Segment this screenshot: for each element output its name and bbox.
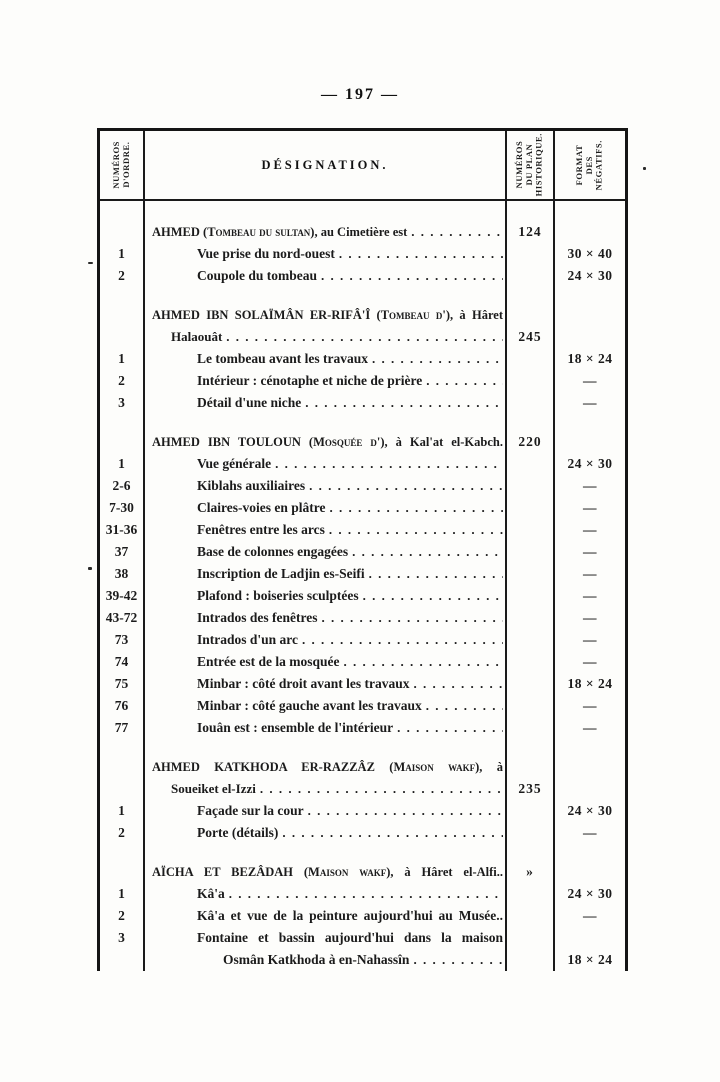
plan-number-cell [507, 541, 555, 563]
spacer-row [100, 844, 625, 861]
spacer-cell [555, 287, 625, 304]
plan-number-cell [507, 607, 555, 629]
spacer-cell [145, 287, 507, 304]
table-row [100, 243, 625, 265]
designation-text: Minbar : côté droit avant les travaux [197, 676, 410, 691]
format-cell: — [583, 373, 597, 388]
order-number-cell: 73 [100, 629, 145, 651]
designation-text: AHMED IBN SOLAÏMÂN ER-RIFÂ'Î (Tombeau d'), à Hâret [152, 308, 503, 322]
dot-leader [308, 800, 503, 822]
spacer-cell [507, 287, 555, 304]
dot-leader [411, 221, 503, 243]
designation-text: Porte (détails) [197, 825, 279, 840]
order-number-cell: 31-36 [100, 519, 145, 541]
page-number: — 197 — [321, 86, 399, 103]
dot-leader [226, 326, 503, 348]
designation-cell [145, 717, 507, 739]
dot-leader [352, 541, 503, 563]
designation-cell [145, 392, 507, 414]
designation-cell [145, 519, 507, 541]
dot-leader [305, 392, 503, 414]
designation-text: Intérieur : cénotaphe et niche de prière [197, 373, 423, 388]
table-row [100, 497, 625, 519]
order-number-cell: 76 [100, 695, 145, 717]
designation-cell [145, 756, 507, 778]
plan-number-cell [507, 392, 555, 414]
designation-text: Halaouât [171, 329, 223, 344]
designation-cell [145, 629, 507, 651]
designation-cell [145, 265, 507, 287]
order-number-cell: 3 [100, 927, 145, 949]
format-cell: — [583, 654, 597, 669]
table-row [100, 265, 625, 287]
format-cell [555, 756, 625, 778]
plan-number-cell [507, 243, 555, 265]
table-row [100, 563, 625, 585]
order-number-cell: 2 [100, 370, 145, 392]
table-row [100, 453, 625, 475]
order-number-cell [100, 221, 145, 243]
format-cell: 30 × 40 [567, 246, 613, 261]
spacer-cell [507, 414, 555, 431]
dot-leader [329, 519, 503, 541]
designation-text: AHMED KATKHODA ER-RAZZÂZ (Maison wakf), à [152, 760, 503, 774]
format-cell [555, 304, 625, 326]
dot-leader [413, 949, 503, 971]
format-cell: — [583, 522, 597, 537]
order-number-cell [100, 778, 145, 800]
designation-text: Inscription de Ladjin es-Seifi [197, 566, 365, 581]
designation-cell [145, 585, 507, 607]
designation-text: Minbar : côté gauche avant les travaux [197, 698, 422, 713]
table-row [100, 475, 625, 497]
format-cell: — [583, 478, 597, 493]
format-cell: — [583, 908, 597, 923]
designation-cell [145, 905, 507, 927]
spacer-cell [100, 287, 145, 304]
plan-number-cell: 124 [507, 221, 555, 243]
spacer-cell [555, 844, 625, 861]
format-cell [555, 431, 625, 453]
order-number-cell: 74 [100, 651, 145, 673]
dot-leader [322, 607, 504, 629]
format-cell: 18 × 24 [567, 952, 613, 967]
header-line: FORMAT [574, 144, 585, 186]
format-cell [555, 326, 625, 348]
designation-cell [145, 800, 507, 822]
table-row [100, 673, 625, 695]
table-row [100, 756, 625, 778]
table-row [100, 822, 625, 844]
table-row [100, 607, 625, 629]
plan-number-cell [507, 475, 555, 497]
designation-cell [145, 927, 507, 949]
spacer-cell [145, 414, 507, 431]
table-row [100, 629, 625, 651]
designation-cell [145, 883, 507, 905]
format-cell [555, 221, 625, 243]
format-cell: — [583, 610, 597, 625]
designation-text: Osmân Katkhoda à en-Nahassîn [223, 952, 410, 967]
designation-text: Base de colonnes engagées [197, 544, 349, 559]
scan-speck [643, 167, 646, 170]
dot-leader [397, 717, 503, 739]
format-cell: — [583, 698, 597, 713]
dot-leader [426, 370, 503, 392]
spacer-cell [555, 414, 625, 431]
designation-cell [145, 497, 507, 519]
spacer-cell [145, 739, 507, 756]
order-number-cell: 38 [100, 563, 145, 585]
designation-text: Iouân est : ensemble de l'intérieur [197, 720, 394, 735]
plan-number-cell [507, 519, 555, 541]
table-row [100, 304, 625, 326]
designation-text: Entrée est de la mosquée [197, 654, 340, 669]
table-row [100, 861, 625, 883]
order-number-cell [100, 326, 145, 348]
dot-leader [302, 629, 503, 651]
table-row [100, 326, 625, 348]
table-row [100, 927, 625, 949]
designation-text: Façade sur la cour [197, 803, 304, 818]
spacer-row [100, 414, 625, 431]
plan-number-cell [507, 756, 555, 778]
order-number-cell: 75 [100, 673, 145, 695]
header-line: HISTORIQUE. [533, 133, 544, 197]
format-cell: — [583, 720, 597, 735]
spacer-cell [145, 844, 507, 861]
plan-number-cell [507, 370, 555, 392]
plan-number-cell [507, 695, 555, 717]
format-cell: — [583, 500, 597, 515]
spacer-cell [555, 739, 625, 756]
plan-number-cell: 220 [507, 431, 555, 453]
order-number-cell: 3 [100, 392, 145, 414]
table-header-row [100, 131, 625, 201]
plan-number-cell [507, 673, 555, 695]
order-number-cell: 37 [100, 541, 145, 563]
spacer-row [100, 201, 625, 221]
plan-number-cell: » [507, 861, 555, 883]
designation-text: Kâ'a et vue de la peinture aujourd'hui au Musée.. [197, 908, 503, 923]
format-cell: — [583, 544, 597, 559]
designation-text: Plafond : boiseries sculptées [197, 588, 359, 603]
format-cell: 18 × 24 [567, 676, 613, 691]
header-line: DES [584, 155, 595, 175]
dot-leader [321, 265, 503, 287]
order-number-cell: 39-42 [100, 585, 145, 607]
spacer-cell [145, 201, 507, 221]
table-row [100, 800, 625, 822]
designation-cell [145, 243, 507, 265]
designation-text: Vue générale [197, 456, 272, 471]
designation-text: AHMED (Tombeau du sultan), au Cimetière est [152, 225, 408, 239]
header-line: DU PLAN [524, 144, 535, 186]
designation-cell [145, 778, 507, 800]
plan-number-cell [507, 497, 555, 519]
dot-leader [369, 563, 503, 585]
designation-text: Vue prise du nord-ouest [197, 246, 335, 261]
dot-leader [372, 348, 503, 370]
plan-number-cell [507, 949, 555, 971]
designation-cell [145, 304, 507, 326]
designation-text: Claires-voies en plâtre [197, 500, 326, 515]
table-row [100, 370, 625, 392]
plan-number-cell: 245 [507, 326, 555, 348]
spacer-cell [507, 201, 555, 221]
format-cell [555, 927, 625, 949]
designation-cell [145, 822, 507, 844]
designation-cell [145, 563, 507, 585]
designation-text: AÏCHA ET BEZÂDAH (Maison wakf), à Hâret el-Alfi.. [152, 865, 503, 879]
dot-leader [343, 651, 503, 673]
header-numeros-ordre [100, 131, 145, 201]
spacer-cell [100, 844, 145, 861]
designation-text: Coupole du tombeau [197, 268, 318, 283]
designation-cell [145, 651, 507, 673]
dot-leader [275, 453, 503, 475]
order-number-cell [100, 304, 145, 326]
dot-leader [339, 243, 503, 265]
spacer-cell [507, 844, 555, 861]
spacer-cell [100, 201, 145, 221]
designation-text: Intrados d'un arc [197, 632, 299, 647]
spacer-cell [100, 739, 145, 756]
designation-cell [145, 475, 507, 497]
order-number-cell: 1 [100, 453, 145, 475]
header-line: DÉSIGNATION. [261, 157, 389, 172]
plan-number-cell: 235 [507, 778, 555, 800]
scan-speck [88, 262, 93, 264]
table-row [100, 431, 625, 453]
designation-cell [145, 326, 507, 348]
order-number-cell [100, 949, 145, 971]
table-row [100, 348, 625, 370]
spacer-cell [507, 739, 555, 756]
plan-number-cell [507, 717, 555, 739]
designation-cell [145, 695, 507, 717]
catalogue-table [97, 128, 628, 971]
order-number-cell: 7-30 [100, 497, 145, 519]
table-row [100, 695, 625, 717]
designation-cell [145, 431, 507, 453]
dot-leader [309, 475, 503, 497]
format-cell: 18 × 24 [567, 351, 613, 366]
designation-text: Détail d'une niche [197, 395, 302, 410]
dot-leader [363, 585, 503, 607]
designation-cell [145, 541, 507, 563]
format-cell: 24 × 30 [567, 268, 613, 283]
designation-text: Fontaine et bassin aujourd'hui dans la maison [197, 930, 503, 945]
format-cell: — [583, 588, 597, 603]
designation-cell [145, 370, 507, 392]
header-numeros-plan [507, 131, 555, 201]
dot-leader [260, 778, 503, 800]
designation-text: AHMED IBN TOULOUN (Mosquée d'), à Kal'at el-Kabch. [152, 435, 503, 449]
plan-number-cell [507, 453, 555, 475]
header-line: NUMÉROS [110, 141, 121, 189]
dot-leader [229, 883, 503, 905]
spacer-row [100, 287, 625, 304]
designation-text: Soueiket el-Izzi [171, 781, 256, 796]
table-row [100, 585, 625, 607]
plan-number-cell [507, 905, 555, 927]
designation-cell [145, 348, 507, 370]
plan-number-cell [507, 800, 555, 822]
header-line: NUMÉROS [514, 141, 525, 189]
designation-cell [145, 221, 507, 243]
spacer-row [100, 739, 625, 756]
format-cell: 24 × 30 [567, 456, 613, 471]
format-cell: — [583, 395, 597, 410]
order-number-cell: 2 [100, 905, 145, 927]
table-row [100, 519, 625, 541]
plan-number-cell [507, 883, 555, 905]
format-cell: — [583, 632, 597, 647]
order-number-cell [100, 431, 145, 453]
order-number-cell: 77 [100, 717, 145, 739]
order-number-cell: 1 [100, 883, 145, 905]
table-row [100, 717, 625, 739]
format-cell: 24 × 30 [567, 803, 613, 818]
order-number-cell [100, 861, 145, 883]
table-row [100, 392, 625, 414]
plan-number-cell [507, 585, 555, 607]
order-number-cell: 2 [100, 265, 145, 287]
header-line: D'ORDRE. [120, 141, 131, 189]
format-cell: 24 × 30 [567, 886, 613, 901]
plan-number-cell [507, 651, 555, 673]
scan-speck [88, 567, 92, 570]
designation-text: Intrados des fenêtres [197, 610, 318, 625]
table-row [100, 778, 625, 800]
designation-text: Kâ'a [197, 886, 225, 901]
plan-number-cell [507, 822, 555, 844]
order-number-cell: 1 [100, 243, 145, 265]
spacer-cell [555, 201, 625, 221]
plan-number-cell [507, 265, 555, 287]
dot-leader [329, 497, 503, 519]
designation-cell [145, 607, 507, 629]
designation-text: Le tombeau avant les travaux [197, 351, 368, 366]
dot-leader [413, 673, 503, 695]
format-cell [555, 861, 625, 883]
table-row [100, 905, 625, 927]
table-row [100, 541, 625, 563]
table-row [100, 651, 625, 673]
designation-text: Kiblahs auxiliaires [197, 478, 306, 493]
table-row [100, 221, 625, 243]
plan-number-cell [507, 629, 555, 651]
plan-number-cell [507, 563, 555, 585]
format-cell [555, 778, 625, 800]
order-number-cell: 2 [100, 822, 145, 844]
table-row [100, 949, 625, 971]
designation-cell [145, 453, 507, 475]
spacer-cell [100, 414, 145, 431]
plan-number-cell [507, 348, 555, 370]
designation-cell [145, 861, 507, 883]
designation-text: Fenêtres entre les arcs [197, 522, 325, 537]
header-designation [145, 131, 507, 201]
header-format-negatifs [555, 131, 625, 201]
order-number-cell: 1 [100, 348, 145, 370]
table-row [100, 883, 625, 905]
order-number-cell: 2-6 [100, 475, 145, 497]
header-line: NÉGATIFS. [593, 139, 604, 191]
designation-cell [145, 673, 507, 695]
designation-cell [145, 949, 507, 971]
plan-number-cell [507, 927, 555, 949]
order-number-cell: 43-72 [100, 607, 145, 629]
format-cell: — [583, 825, 597, 840]
order-number-cell: 1 [100, 800, 145, 822]
dot-leader [426, 695, 503, 717]
table-body [100, 201, 625, 971]
dot-leader [282, 822, 503, 844]
plan-number-cell [507, 304, 555, 326]
format-cell: — [583, 566, 597, 581]
order-number-cell [100, 756, 145, 778]
